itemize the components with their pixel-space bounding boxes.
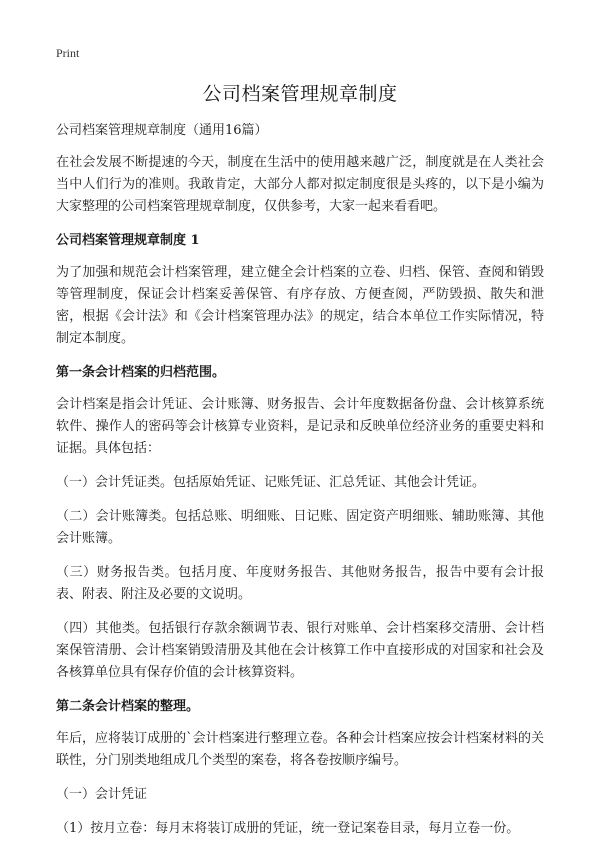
document-subtitle: 公司档案管理规章制度（通用16篇）: [56, 123, 268, 138]
article-2-paragraph: 年后，应将装订成册的`会计档案进行整理立卷。各种会计档案应按会计档案材料的关联性，分门别类地组成几个类型的案卷，将各卷按顺序编号。: [56, 731, 544, 768]
list-item: （三）财务报告类。包括月度、年度财务报告、其他财务报告，报告中要有会计报表、附表、附注及必要的文说明。: [56, 565, 544, 602]
intro-paragraph: 在社会发展不断提速的今天，制度在生活中的使用越来越广泛，制度就是在人类社会当中人们行为的准则。我敢肯定，大部分人都对拟定制度很是头疼的，以下是小编为大家整理的公司档案管理规章制度，仅供参考，大家一起来看看吧。: [56, 155, 544, 214]
article-1-heading: 第一条会计档案的归档范围。: [56, 365, 226, 380]
section-1-paragraph: 为了加强和规范会计档案管理，建立健全会计档案的立卷、归档、保管、查阅和销毁等管理制度，保证会计档案妥善保管、有序存放、方便查阅，严防毁损、散失和泄密，根据《会计法》和《会计档案管理办法》的规定，结合本单位工作实际情况，特制定本制度。: [56, 265, 544, 346]
print-label: Print: [56, 46, 80, 60]
list-item: （1）按月立卷：每月末将装订成册的凭证，统一登记案卷目录，每月立卷一份。: [56, 821, 520, 836]
article-1-paragraph: 会计档案是指会计凭证、会计账簿、财务报告、会计年度数据备份盘、会计核算系统软件、操作人的密码等会计核算专业资料，是记录和反映单位经济业务的重要史料和证据。具体包括：: [56, 397, 544, 456]
list-item: （一）会计凭证类。包括原始凭证、记账凭证、汇总凭证、其他会计凭证。: [56, 475, 486, 490]
article-2-heading: 第二条会计档案的整理。: [56, 699, 200, 714]
document-title: 公司档案管理规章制度: [202, 83, 398, 105]
sub-heading: （一）会计凭证: [56, 787, 148, 802]
section-heading-1: 公司档案管理规章制度 1: [56, 233, 200, 248]
list-item: （四）其他类。包括银行存款余额调节表、银行对账单、会计档案移交清册、会计档案保管清册、会计档案销毁清册及其他在会计核算工作中直接形成的对国家和社会及各核算单位具有保存价值的会计核算资料。: [56, 621, 544, 680]
list-item: （二）会计账簿类。包括总账、明细账、日记账、固定资产明细账、辅助账簿、其他会计账簿。: [56, 509, 544, 546]
document-body: [56, 120, 544, 852]
